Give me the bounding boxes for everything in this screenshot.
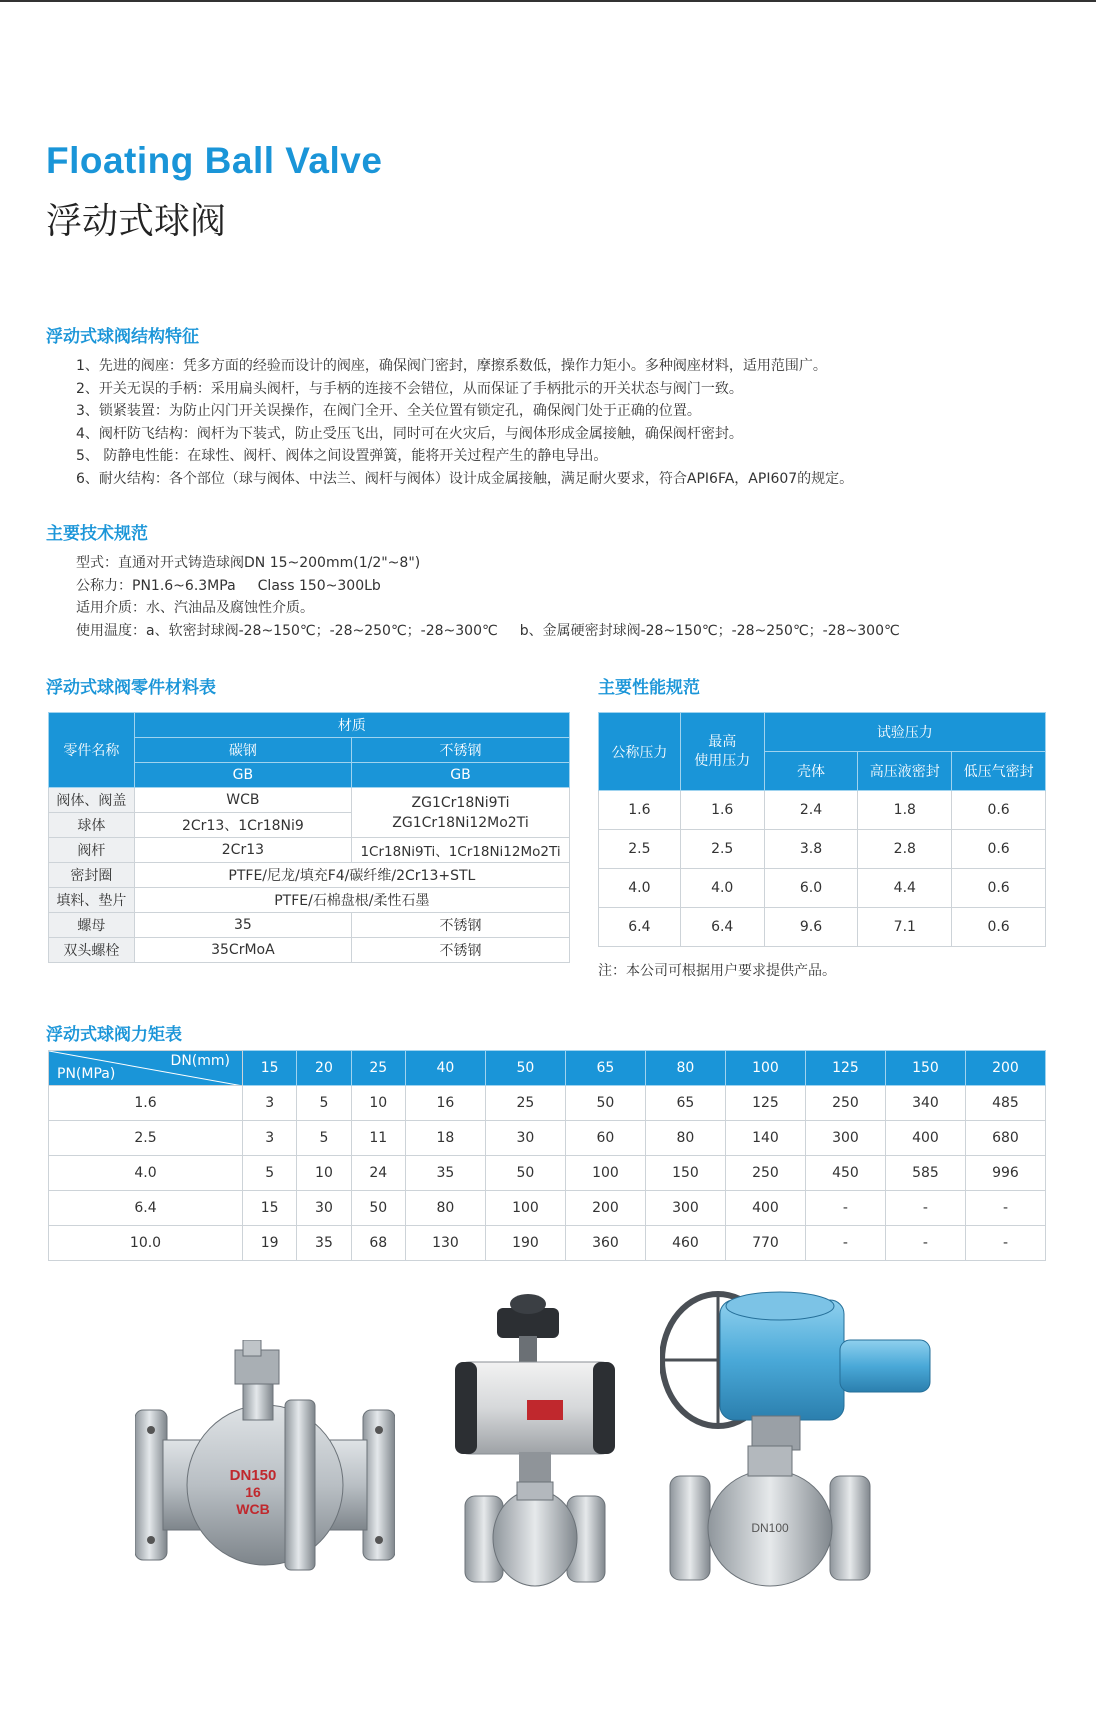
cell: -	[805, 1226, 885, 1261]
specs-heading: 主要技术规范	[46, 524, 148, 544]
valve-marking-material: WCB	[236, 1501, 270, 1517]
cell: 2.5	[599, 830, 681, 869]
part-name: 球体	[49, 813, 135, 838]
carbon-material: WCB	[134, 788, 351, 813]
cell: 50	[485, 1156, 565, 1191]
cell: 50	[565, 1086, 645, 1121]
cell: 4.4	[858, 869, 952, 908]
cell: 2.5	[680, 830, 764, 869]
table-row	[49, 788, 570, 813]
cell: 30	[485, 1121, 565, 1156]
carbon-material: 35	[134, 913, 351, 938]
cell: 1.8	[858, 791, 952, 830]
spec-temperature	[76, 620, 900, 643]
cell: -	[885, 1226, 965, 1261]
cell: 0.6	[952, 869, 1046, 908]
table-row	[599, 791, 1046, 830]
cell: 460	[645, 1226, 725, 1261]
cell: 1.6	[599, 791, 681, 830]
header-gb-stainless: GB	[352, 763, 570, 788]
pn-cell: 4.0	[49, 1156, 243, 1191]
feature-item: 4、阀杆防飞结构：阀杆为下装式，防止受压飞出，同时可在火灾后，与阀体形成金属接触，确保阀杆密封。	[76, 425, 743, 442]
materials-table	[48, 712, 570, 963]
header-carbon-steel: 碳钢	[134, 738, 351, 763]
table-row	[49, 863, 570, 888]
cell: 19	[243, 1226, 297, 1261]
header-dn-value: 40	[405, 1051, 485, 1086]
table-row	[49, 1191, 1046, 1226]
pneumatic-ball-valve-image	[455, 1290, 615, 1590]
cell: 4.0	[680, 869, 764, 908]
cell: 2.8	[858, 830, 952, 869]
cell: 10	[351, 1086, 405, 1121]
cell: 6.4	[680, 908, 764, 947]
feature-item: 3、锁紧装置：为防止闪门开关误操作，在阀门全开、全关位置有锁定孔，确保阀门处于正确的位置。	[76, 403, 701, 419]
table-row	[49, 1226, 1046, 1261]
cell: 585	[885, 1156, 965, 1191]
valve-marking-dn: DN100	[751, 1521, 789, 1535]
features-list	[76, 355, 853, 490]
cell: 35	[405, 1156, 485, 1191]
cell: 125	[725, 1086, 805, 1121]
stainless-material-line: ZG1Cr18Ni9Ti	[411, 794, 510, 811]
cell: 0.6	[952, 908, 1046, 947]
part-name: 双头螺栓	[49, 938, 135, 963]
spec-temp-soft: 使用温度：a、软密封球阀-28~150℃；-28~250℃；-28~300℃	[76, 622, 498, 639]
cell: 250	[805, 1086, 885, 1121]
header-dn-value: 125	[805, 1051, 885, 1086]
electric-ball-valve-image	[660, 1280, 970, 1590]
table-row	[599, 869, 1046, 908]
header-stainless-steel: 不锈钢	[352, 738, 570, 763]
header-max-pressure	[680, 713, 764, 791]
cell: 80	[645, 1121, 725, 1156]
cell: 24	[351, 1156, 405, 1191]
cell: 4.0	[599, 869, 681, 908]
part-name: 螺母	[49, 913, 135, 938]
cell: 300	[645, 1191, 725, 1226]
cell: 130	[405, 1226, 485, 1261]
header-dn-value: 15	[243, 1051, 297, 1086]
cell: 3.8	[764, 830, 858, 869]
pn-cell: 2.5	[49, 1121, 243, 1156]
cell: 2.4	[764, 791, 858, 830]
cell: 60	[565, 1121, 645, 1156]
top-border-line	[0, 0, 1096, 2]
cell: 5	[243, 1156, 297, 1191]
spec-pressure	[76, 575, 900, 598]
features-heading: 浮动式球阀结构特征	[46, 327, 199, 347]
header-dn-value: 200	[965, 1051, 1045, 1086]
performance-heading: 主要性能规范	[598, 678, 700, 698]
cell: -	[885, 1191, 965, 1226]
torque-heading: 浮动式球阀力矩表	[46, 1025, 182, 1045]
feature-item: 1、先进的阀座：凭多方面的经验而设计的阀座，确保阀门密封，摩擦系数低，操作力矩小。多种阀座材料，适用范围广。	[76, 358, 827, 374]
valve-marking-dn: DN150	[229, 1467, 277, 1484]
cell: 340	[885, 1086, 965, 1121]
cell: 65	[645, 1086, 725, 1121]
performance-note: 注：本公司可根据用户要求提供产品。	[598, 963, 836, 979]
header-dn-value: 20	[297, 1051, 351, 1086]
cell: 400	[725, 1191, 805, 1226]
cell: 11	[351, 1121, 405, 1156]
cell: 50	[351, 1191, 405, 1226]
stainless-material	[352, 788, 570, 838]
header-max-line: 使用压力	[694, 752, 751, 769]
cell: 3	[243, 1086, 297, 1121]
stainless-material: 不锈钢	[352, 938, 570, 963]
cell: 0.6	[952, 830, 1046, 869]
spec-pressure-pn: 公称力：PN1.6~6.3MPa	[76, 577, 236, 594]
cell: 68	[351, 1226, 405, 1261]
cell: 250	[725, 1156, 805, 1191]
cell: 30	[297, 1191, 351, 1226]
cell: 9.6	[764, 908, 858, 947]
performance-table	[598, 712, 1046, 947]
table-row	[49, 888, 570, 913]
carbon-material: 2Cr13、1Cr18Ni9	[134, 813, 351, 838]
header-material: 材质	[134, 713, 569, 738]
cell: 450	[805, 1156, 885, 1191]
stainless-material-line: ZG1Cr18Ni12Mo2Ti	[392, 814, 529, 831]
title-chinese: 浮动式球阀	[46, 201, 227, 242]
materials-heading: 浮动式球阀零件材料表	[46, 678, 216, 698]
cell: 1.6	[680, 791, 764, 830]
pn-cell: 1.6	[49, 1086, 243, 1121]
header-dn-value: 80	[645, 1051, 725, 1086]
specs-list	[76, 552, 900, 642]
cell: -	[805, 1191, 885, 1226]
spec-pressure-class: Class 150~300Lb	[257, 577, 381, 594]
header-pn: PN(MPa)	[57, 1066, 116, 1082]
stainless-material: 不锈钢	[352, 913, 570, 938]
table-row	[49, 1121, 1046, 1156]
cell: 485	[965, 1086, 1045, 1121]
cell: 400	[885, 1121, 965, 1156]
cell: 15	[243, 1191, 297, 1226]
cell: 680	[965, 1121, 1045, 1156]
cell: 0.6	[952, 791, 1046, 830]
table-row	[599, 908, 1046, 947]
spec-medium: 适用介质：水、汽油品及腐蚀性介质。	[76, 600, 314, 616]
spec-type: 型式：直通对开式铸造球阀DN 15~200mm(1/2"~8")	[76, 555, 421, 571]
cell: 3	[243, 1121, 297, 1156]
part-name: 阀体、阀盖	[49, 788, 135, 813]
cell: 300	[805, 1121, 885, 1156]
feature-item: 6、耐火结构：各个部位（球与阀体、中法兰、阀杆与阀体）设计成金属接触，满足耐火要求，符合API6FA，API607的规定。	[76, 470, 854, 487]
cell: 5	[297, 1121, 351, 1156]
cell: 35	[297, 1226, 351, 1261]
stainless-material: 1Cr18Ni9Ti、1Cr18Ni12Mo2Ti	[352, 838, 570, 863]
part-name: 密封圈	[49, 863, 135, 888]
part-name: 填料、垫片	[49, 888, 135, 913]
header-dn-value: 50	[485, 1051, 565, 1086]
table-row	[49, 938, 570, 963]
header-low-pressure-seal: 低压气密封	[952, 752, 1046, 791]
cell: 150	[645, 1156, 725, 1191]
cell: 200	[565, 1191, 645, 1226]
cell: 100	[565, 1156, 645, 1191]
pn-cell: 10.0	[49, 1226, 243, 1261]
header-part-name: 零件名称	[49, 713, 135, 788]
header-gb-carbon: GB	[134, 763, 351, 788]
manual-ball-valve-image	[135, 1340, 395, 1590]
header-max-line: 最高	[708, 733, 737, 750]
carbon-material: 2Cr13	[134, 838, 351, 863]
carbon-material: 35CrMoA	[134, 938, 351, 963]
cell: -	[965, 1226, 1045, 1261]
cell: 770	[725, 1226, 805, 1261]
header-diagonal	[49, 1051, 243, 1086]
cell: 360	[565, 1226, 645, 1261]
header-nominal-pressure: 公称压力	[599, 713, 681, 791]
cell: 996	[965, 1156, 1045, 1191]
shared-material: PTFE/尼龙/填充F4/碳纤维/2Cr13+STL	[134, 863, 569, 888]
cell: 16	[405, 1086, 485, 1121]
shared-material: PTFE/石棉盘根/柔性石墨	[134, 888, 569, 913]
header-shell: 壳体	[764, 752, 858, 791]
cell: 18	[405, 1121, 485, 1156]
pn-cell: 6.4	[49, 1191, 243, 1226]
cell: 6.0	[764, 869, 858, 908]
part-name: 阀杆	[49, 838, 135, 863]
header-dn-value: 150	[885, 1051, 965, 1086]
table-row	[49, 838, 570, 863]
cell: 80	[405, 1191, 485, 1226]
cell: 100	[485, 1191, 565, 1226]
feature-item: 2、开关无误的手柄：采用扁头阀杆，与手柄的连接不会错位，从而保证了手柄批示的开关状态与阀门一致。	[76, 380, 743, 397]
header-dn-value: 65	[565, 1051, 645, 1086]
cell: 5	[297, 1086, 351, 1121]
header-dn-value: 25	[351, 1051, 405, 1086]
cell: 140	[725, 1121, 805, 1156]
header-dn: DN(mm)	[170, 1053, 230, 1069]
cell: 10	[297, 1156, 351, 1191]
header-test-pressure: 试验压力	[764, 713, 1045, 752]
torque-table	[48, 1050, 1046, 1261]
spec-temp-metal: b、金属硬密封球阀-28~150℃；-28~250℃；-28~300℃	[519, 622, 900, 639]
valve-marking-pn: 16	[245, 1484, 261, 1500]
header-dn-value: 100	[725, 1051, 805, 1086]
cell: 7.1	[858, 908, 952, 947]
header-high-pressure-seal: 高压液密封	[858, 752, 952, 791]
cell: 190	[485, 1226, 565, 1261]
cell: 25	[485, 1086, 565, 1121]
cell: -	[965, 1191, 1045, 1226]
title-english: Floating Ball Valve	[46, 140, 383, 181]
table-row	[49, 913, 570, 938]
table-row	[49, 1086, 1046, 1121]
cell: 6.4	[599, 908, 681, 947]
table-row	[49, 1156, 1046, 1191]
feature-item: 5、 防静电性能：在球性、阀杆、阀体之间设置弹簧，能将开关过程产生的静电导出。	[76, 448, 608, 464]
table-row	[599, 830, 1046, 869]
